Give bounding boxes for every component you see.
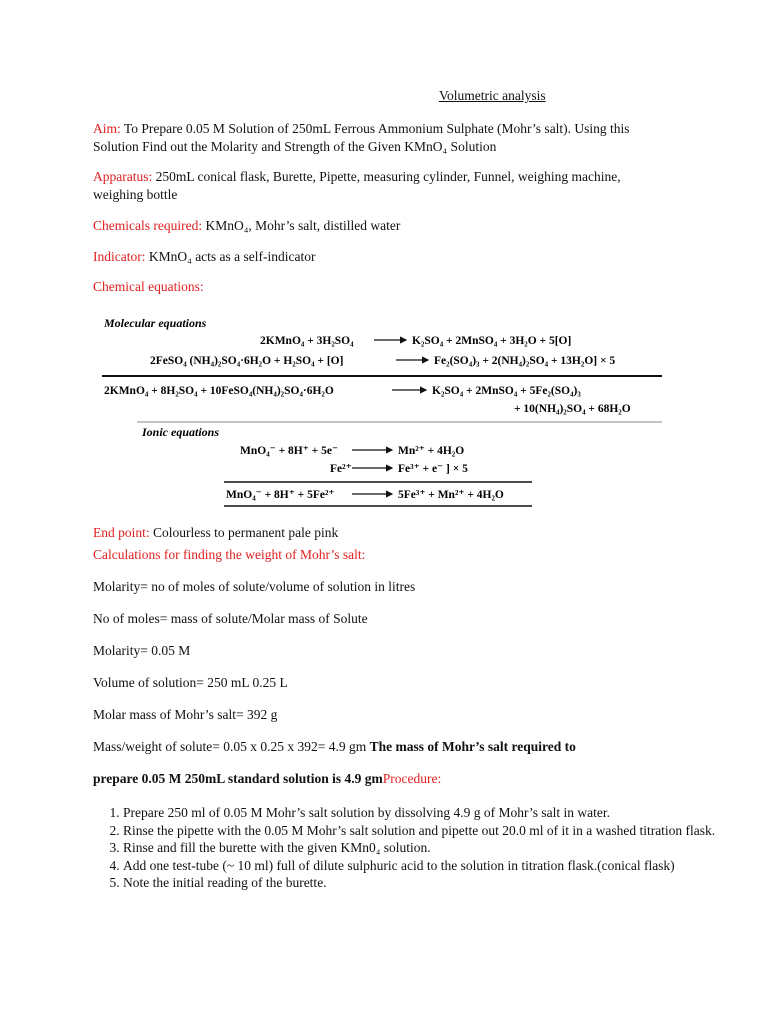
eq-m1-left: 2KMnO₄ + 3H₂SO₄: [260, 335, 354, 347]
eq-m2-right: Fe₂(SO₄)₃ + 2(NH₄)₂SO₄ + 13H₂O] × 5: [434, 355, 616, 367]
calc-molar-mass: Molar mass of Mohr’s salt= 392 g: [93, 707, 278, 722]
chemicals-label: Chemicals required:: [93, 218, 203, 233]
chemical-equations-label: Chemical equations:: [93, 279, 204, 294]
chemicals-section: [93, 217, 713, 235]
eq-m3-right-2: + 10(NH₄)₂SO₄ + 68H₂O: [514, 403, 631, 415]
calc-moles-definition: No of moles= mass of solute/Molar mass of Solute: [93, 611, 368, 626]
apparatus-text-line1: 250mL conical flask, Burette, Pipette, measuring cylinder, Funnel, weighing machine,: [155, 169, 621, 184]
document-title: Volumetric analysis: [439, 88, 546, 103]
procedure-step: 4. Add one test-tube (~ 10 ml) full of dilute sulphuric acid to the solution in titration flask.(conical flask): [123, 857, 753, 875]
molecular-equations-heading: Molecular equations: [104, 316, 207, 330]
apparatus-text-line2: weighing bottle: [93, 187, 178, 202]
eq-i1-left: MnO₄⁻ + 8H⁺ + 5e⁻: [240, 445, 339, 457]
procedure-step: 5. Note the initial reading of the burette.: [123, 874, 753, 892]
ionic-equations-heading: Ionic equations: [142, 425, 220, 439]
end-point-section: [93, 524, 713, 542]
eq-m3-left: 2KMnO₄ + 8H₂SO₄ + 10FeSO₄(NH₄)₂SO₄·6H₂O: [104, 385, 334, 397]
indicator-section: [93, 248, 713, 266]
indicator-text: KMnO₄ acts as a self-indicator: [148, 249, 316, 264]
eq-m2-left: 2FeSO₄ (NH₄)₂SO₄·6H₂O + H₂SO₄ + [O]: [150, 355, 344, 367]
procedure-step: 2. Rinse the pipette with the 0.05 M Mohr’s salt solution and pipette out 20.0 ml of it in a washed titration flask.: [123, 822, 753, 840]
procedure-list: [93, 804, 753, 892]
eq-m3-right: K₂SO₄ + 2MnSO₄ + 5Fe₂(SO₄)₃: [432, 385, 581, 397]
eq-i3-right: 5Fe³⁺ + Mn²⁺ + 4H₂O: [398, 489, 504, 501]
procedure-step: 1. Prepare 250 ml of 0.05 M Mohr’s salt solution by dissolving 4.9 g of Mohr’s salt in water.: [123, 804, 753, 822]
calc-molarity-value: Molarity= 0.05 M: [93, 643, 191, 658]
eq-i2-left: Fe²⁺: [330, 463, 352, 475]
aim-text-line2: Solution Find out the Molarity and Strength of the Given KMnO₄ Solution: [93, 139, 497, 154]
calc-mass-conclusion-1: The mass of Mohr’s salt required to: [369, 739, 576, 754]
apparatus-label: Apparatus:: [93, 169, 153, 184]
calc-mass-text: Mass/weight of solute= 0.05 x 0.25 x 392= 4.9 gm: [93, 739, 367, 754]
aim-label: Aim:: [93, 121, 121, 136]
calc-mass-line: [93, 738, 733, 756]
calc-molarity-definition: Molarity= no of moles of solute/volume of solution in litres: [93, 579, 416, 594]
calc-mass-conclusion-2: prepare 0.05 M 250mL standard solution is 4.9 gm: [93, 771, 383, 786]
aim-section: [93, 120, 713, 156]
chemicals-text: KMnO₄, Mohr’s salt, distilled water: [205, 218, 401, 233]
end-point-text: Colourless to permanent pale pink: [153, 525, 339, 540]
eq-i1-right: Mn²⁺ + 4H₂O: [398, 445, 465, 457]
procedure-step: 3. Rinse and fill the burette with the given KMn0₄ solution.: [123, 839, 753, 857]
end-point-label: End point:: [93, 525, 150, 540]
eq-i2-right: Fe³⁺ + e⁻ ] × 5: [398, 463, 468, 475]
eq-i3-left: MnO₄⁻ + 8H⁺ + 5Fe²⁺: [226, 489, 335, 501]
calc-volume: Volume of solution= 250 mL 0.25 L: [93, 675, 288, 690]
indicator-label: Indicator:: [93, 249, 146, 264]
aim-text-line1: To Prepare 0.05 M Solution of 250mL Ferrous Ammonium Sulphate (Mohr’s salt). Using this: [123, 121, 630, 136]
calc-mass-line-2: [93, 770, 733, 788]
procedure-label: Procedure:: [382, 771, 442, 786]
calculations-heading: Calculations for finding the weight of Mohr’s salt:: [93, 547, 366, 562]
chemical-equations-figure: [102, 310, 667, 515]
eq-m1-right: K₂SO₄ + 2MnSO₄ + 3H₂O + 5[O]: [412, 335, 572, 347]
apparatus-section: [93, 168, 713, 204]
